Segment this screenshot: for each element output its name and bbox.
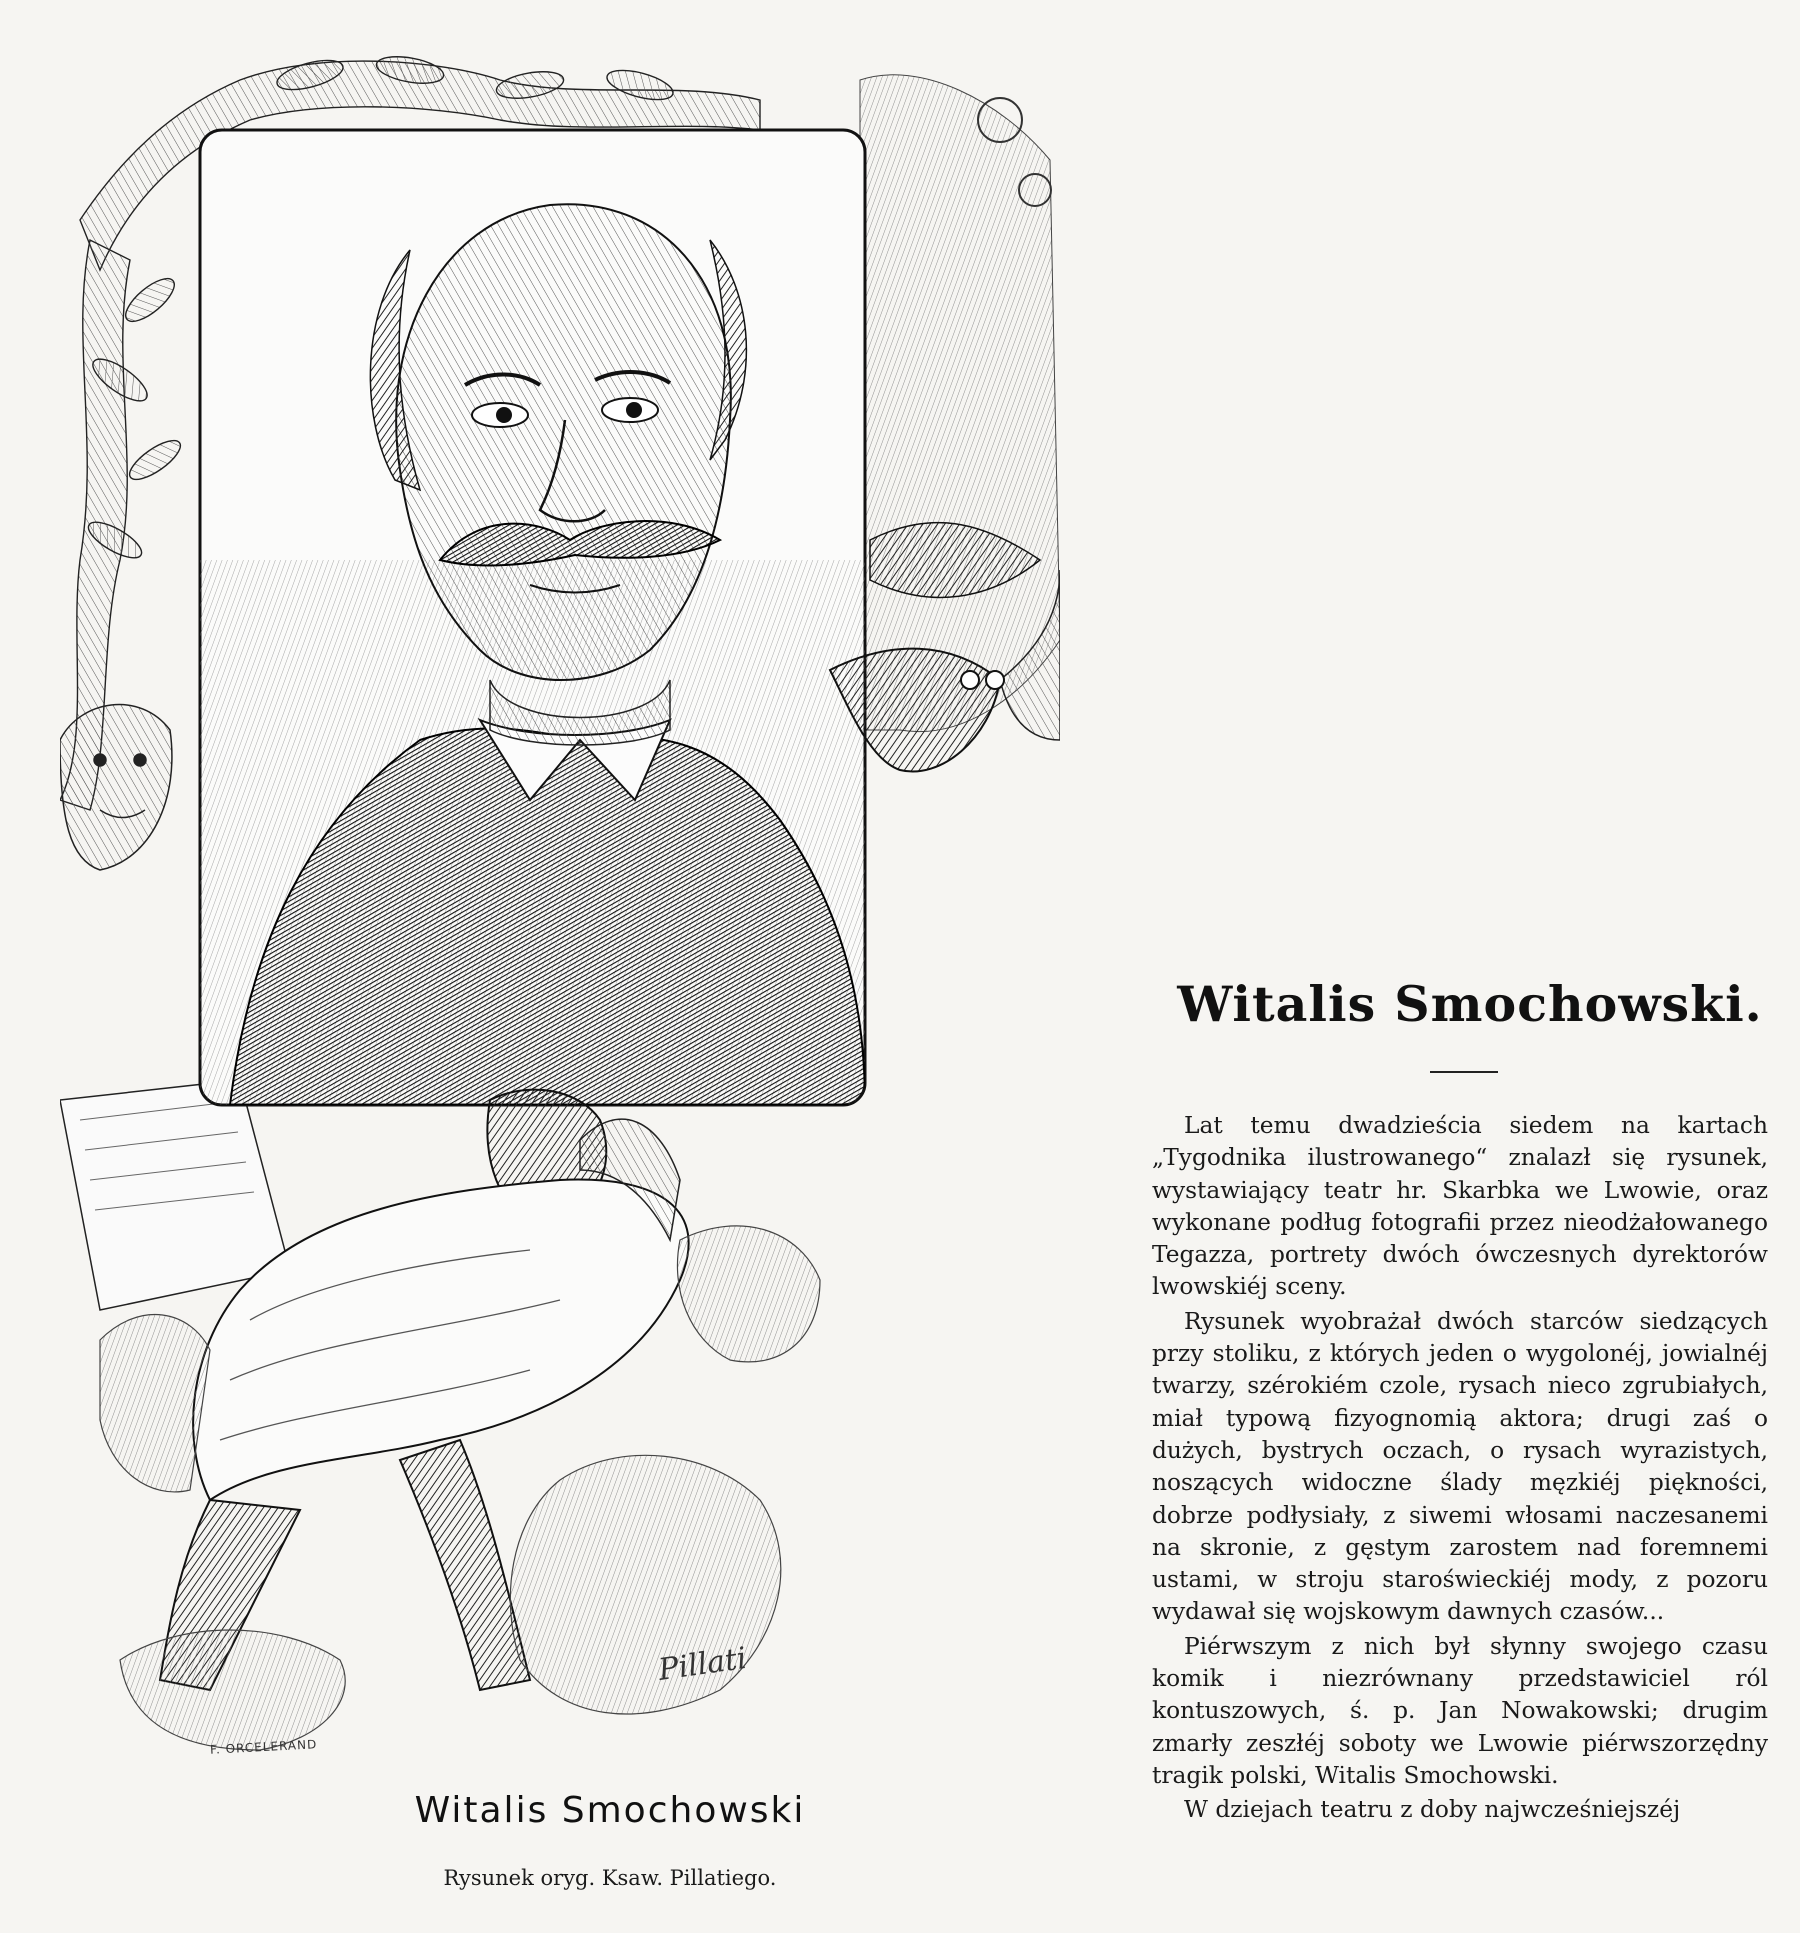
article-paragraph: W dziejach teatru z doby najwcześniejszéj xyxy=(1184,1796,1681,1824)
article-paragraph: Rysunek wyobrażał dwóch starców siedzących przy stoliku, z których jeden o wygolonéj, jowialnéj twarzy, szérokiém czole, rysach nieco zgrubiałych, miał typową fizyognomią aktora; drugi zaś o dużych, bystrych oczach, o rysach wyrazistych, noszących widoczne ślady męzkiéj piękności, dobrze podłysiały, z siwemi włosami naczesanemi na skronie, z gęstym zarostem nad foremnemi ustami, w stroju staroświeckiéj mody, z pozoru wydawał się wojskowym dawnych czasów... xyxy=(1152,1307,1768,1626)
illustration-credit: Rysunek oryg. Ksaw. Pillatiego. xyxy=(443,1866,777,1890)
title-divider xyxy=(1430,1071,1498,1073)
engraved-illustration xyxy=(60,40,1060,1760)
engraver-signature: F. ORCELERAND xyxy=(209,1737,318,1757)
theatre-mask xyxy=(60,705,172,870)
article-body xyxy=(1152,1110,1768,1827)
artist-signature: Pillati xyxy=(656,1640,749,1688)
portrait-frame xyxy=(200,130,865,1105)
article-paragraph: Piérwszym z nich był słynny swojego czasu komik i niezrównany przedstawiciel ról kontuszowych, ś. p. Jan Nowakowski; drugim zmarły zeszłéj soboty we Lwowie piérwszorzędny tragik polski, Witalis Smochowski. xyxy=(1152,1632,1768,1789)
background-foliage xyxy=(860,75,1060,732)
article-title: Witalis Smochowski. xyxy=(1177,975,1763,1033)
article-paragraph: Lat temu dwadzieścia siedem na kartach „Tygodnika ilustrowanego“ znalazł się rysunek, wystawiający teatr hr. Skarbka we Lwowie, oraz wykonane podług fotografii przez nieodżałowanego Tegazza, portrety dwóch ówczesnych dyrektorów lwowskiéj sceny. xyxy=(1152,1112,1768,1301)
illustration-artwork xyxy=(60,40,1060,1760)
illustration-caption: Witalis Smochowski xyxy=(414,1790,806,1831)
